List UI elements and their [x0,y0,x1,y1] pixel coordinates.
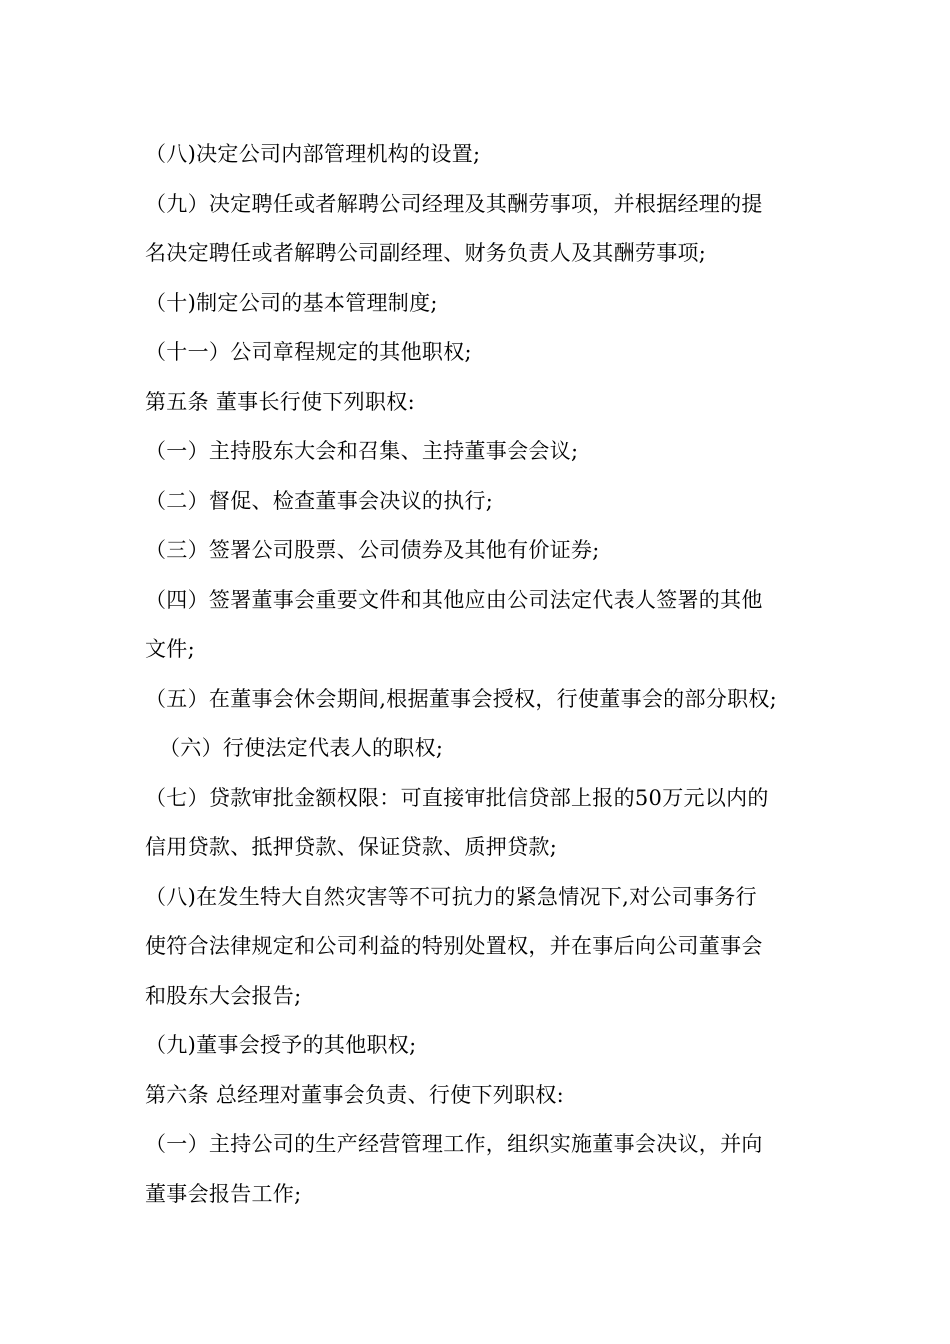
text-line-11: 文件; [145,637,195,661]
text-line-8: （二）督促、检查董事会决议的执行; [145,488,494,513]
text-line-4: （十)制定公司的基本管理制度; [145,290,438,315]
text-line-1: （八)决定公司内部管理机构的设置; [145,142,481,166]
text-line-17: 使符合法律规定和公司利益的特别处置权，并在事后向公司董事会 [145,934,763,958]
article-5-heading: 第五条 董事长行使下列职权: [145,389,415,414]
text-line-12: （五）在董事会休会期间,根据董事会授权，行使董事会的部分职权; [145,686,778,711]
text-line-16: （八)在发生特大自然灾害等不可抗力的紧急情况下,对公司事务行 [145,884,757,909]
text-line-7: （一）主持股东大会和召集、主持董事会会议; [145,439,579,463]
text-line-2: （九）决定聘任或者解聘公司经理及其酬劳事项，并根据经理的提 [145,191,763,216]
text-line-10: （四）签署董事会重要文件和其他应由公司法定代表人签署的其他 [145,587,763,612]
text-line-15: 信用贷款、抵押贷款、保证贷款、质押贷款; [145,835,558,859]
text-line-5: （十一）公司章程规定的其他职权; [145,340,472,364]
text-line-13: （六）行使法定代表人的职权; [159,736,444,760]
text-line-19: （九)董事会授予的其他职权; [145,1033,417,1057]
article-6-heading: 第六条 总经理对董事会负责、行使下列职权: [145,1082,565,1107]
text-line-18: 和股东大会报告; [145,983,302,1008]
text-line-21: （一）主持公司的生产经营管理工作，组织实施董事会决议，并向 [145,1132,763,1156]
text-line-9: （三）签署公司股票、公司债券及其他有价证券; [145,538,600,562]
text-line-14: （七）贷款审批金额权限：可直接审批信贷部上报的50万元以内的 [145,785,769,810]
text-line-22: 董事会报告工作; [145,1181,302,1206]
text-line-3: 名决定聘任或者解聘公司副经理、财务负责人及其酬劳事项; [145,241,707,265]
document-body [145,130,825,1219]
